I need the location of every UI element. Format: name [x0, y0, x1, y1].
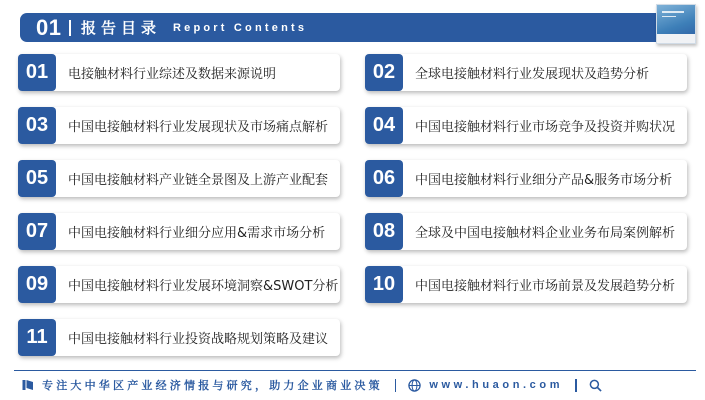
toc-item-01[interactable] [18, 54, 340, 91]
toc-item-label: 中国电接触材料行业细分应用&需求市场分析 [68, 226, 326, 241]
toc-item-number: 01 [18, 54, 56, 91]
section-header [20, 13, 688, 42]
footer-url[interactable]: www.huaon.com [429, 379, 564, 391]
footer-slogan: 专注大中华区产业经济情报与研究，助力企业商业决策 [42, 379, 383, 392]
toc-item-06[interactable] [365, 160, 687, 197]
toc-item-label: 电接触材料行业综述及数据来源说明 [68, 67, 277, 82]
toc-item-number: 07 [18, 213, 56, 250]
globe-icon [408, 379, 421, 392]
toc-item-03[interactable] [18, 107, 340, 144]
toc-item-04[interactable] [365, 107, 687, 144]
toc-item-number: 09 [18, 266, 56, 303]
footer-separator [575, 379, 577, 392]
toc-item-label: 中国电接触材料行业市场竞争及投资并购状况 [415, 120, 676, 135]
toc-item-label: 中国电接触材料行业发展现状及市场痛点解析 [68, 120, 329, 135]
toc-item-11[interactable] [18, 319, 340, 356]
header-divider [69, 20, 71, 36]
toc-item-label: 中国电接触材料行业细分产品&服务市场分析 [415, 173, 673, 188]
toc-item-label: 中国电接触材料行业投资战略规划策略及建议 [68, 332, 329, 347]
toc-item-number: 08 [365, 213, 403, 250]
toc-item-number: 06 [365, 160, 403, 197]
search-icon[interactable] [589, 379, 602, 392]
section-number: 01 [36, 14, 62, 40]
toc-item-number: 02 [365, 54, 403, 91]
toc-item-10[interactable] [365, 266, 687, 303]
footer [14, 376, 696, 394]
toc-item-number: 11 [18, 319, 56, 356]
page-title: 报告目录 [80, 19, 161, 37]
toc-item-number: 10 [365, 266, 403, 303]
toc-item-07[interactable] [18, 213, 340, 250]
toc-item-label: 中国电接触材料产业链全景图及上游产业配套 [68, 173, 329, 188]
book-icon [22, 379, 34, 391]
toc-item-number: 05 [18, 160, 56, 197]
toc-item-label: 全球及中国电接触材料企业业务布局案例解析 [415, 226, 676, 241]
toc-item-08[interactable] [365, 213, 687, 250]
page-subtitle: Report Contents [173, 21, 308, 34]
toc-item-number: 03 [18, 107, 56, 144]
toc-item-label: 中国电接触材料行业市场前景及发展趋势分析 [415, 279, 676, 294]
footer-divider [14, 370, 696, 371]
toc-item-number: 04 [365, 107, 403, 144]
footer-separator [395, 379, 397, 392]
toc-item-label: 中国电接触材料行业发展环境洞察&SWOT分析 [68, 279, 339, 294]
toc-item-02[interactable] [365, 54, 687, 91]
toc-item-label: 全球电接触材料行业发展现状及趋势分析 [415, 67, 650, 82]
toc-item-09[interactable] [18, 266, 340, 303]
toc-item-05[interactable] [18, 160, 340, 197]
report-cover-thumbnail [656, 4, 696, 44]
